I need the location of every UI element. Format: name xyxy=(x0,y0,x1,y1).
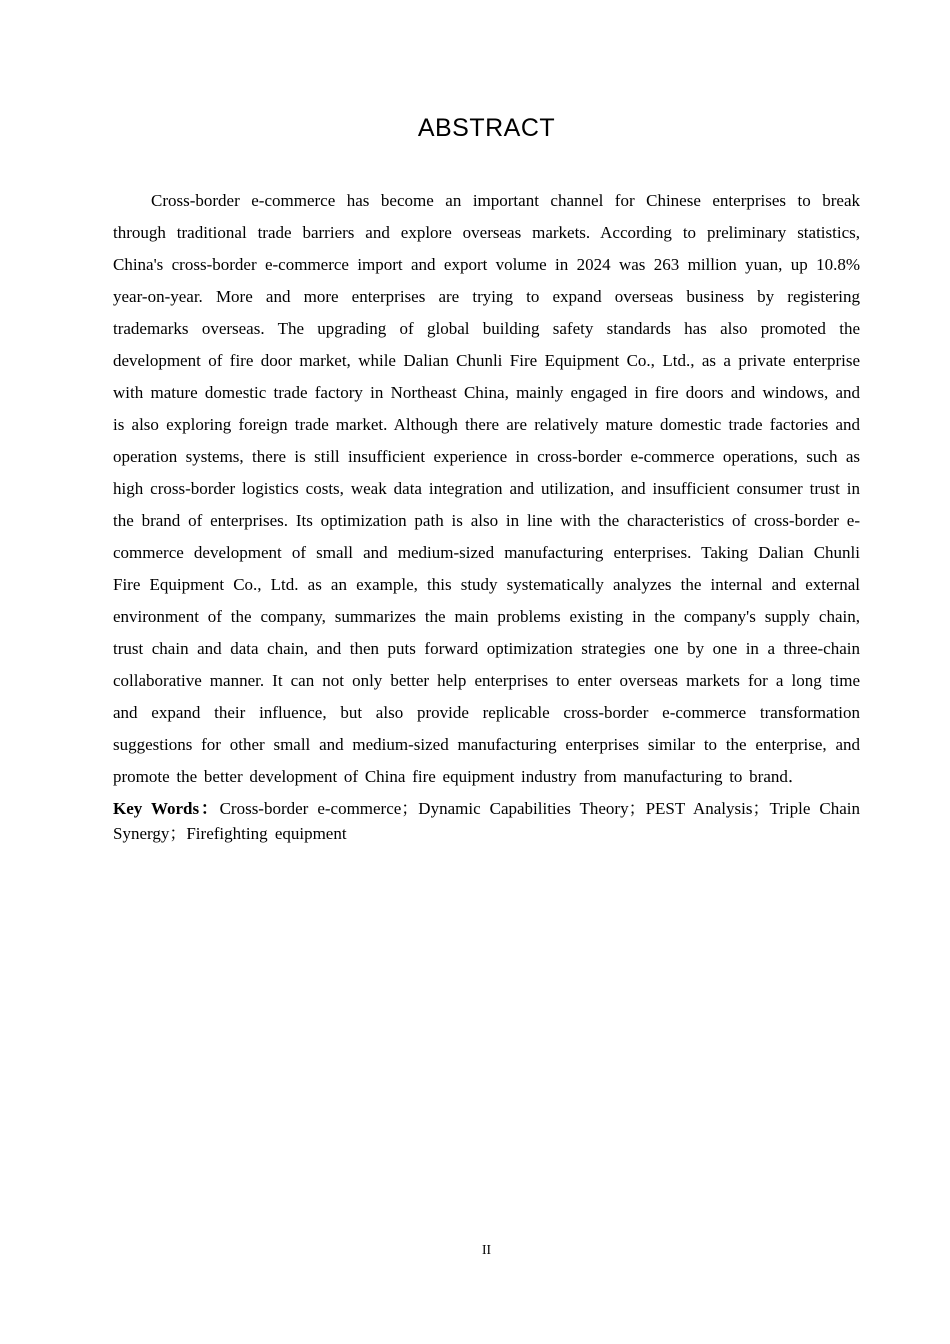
page-title: ABSTRACT xyxy=(417,114,556,142)
page-number: II xyxy=(482,1242,491,1257)
keywords-list: Cross-border e-commerce；Dynamic Capabilities Theory；PEST Analysis；Triple Chain Synergy；Firefighting equipment xyxy=(113,799,861,843)
abstract-paragraph: Cross-border e-commerce has become an important channel for Chinese enterprises to break through traditional trade barriers and explore overseas markets. According to preliminary statistics, China's cross-border e-commerce import and export volume in 2024 was 263 million yuan, up 10.8% year-on-year. More and more enterprises are trying to expand overseas business by registering trademarks overseas. The upgrading of global building safety standards has also promoted the development of fire door market, while Dalian Chunli Fire Equipment Co., Ltd., as a private enterprise with mature domestic trade factory in Northeast China, mainly engaged in fire doors and windows, and is also exploring foreign trade market. Although there are relatively mature domestic trade factories and operation systems, there is still insufficient experience in cross-border e-commerce operations, such as high cross-border logistics costs, weak data integration and utilization, and insufficient consumer trust in the brand of enterprises. Its optimization path is also in line with the characteristics of cross-border e-commerce development of small and medium-sized manufacturing enterprises. Taking Dalian Chunli Fire Equipment Co., Ltd. as an example, this study systematically analyzes the internal and external environment of the company, summarizes the main problems existing in the company's supply chain, trust chain and data chain, and then puts forward optimization strategies one by one in a three-chain collaborative manner. It can not only better help enterprises to enter overseas markets for a long time and expand their influence, but also provide replicable cross-border e-commerce transformation suggestions for other small and medium-sized manufacturing enterprises similar to the enterprise, and promote the better development of China fire equipment industry from manufacturing to brand． xyxy=(113,191,860,786)
keywords-line xyxy=(113,796,860,846)
keywords-label: Key Words： xyxy=(113,799,220,818)
text-block xyxy=(113,0,860,846)
